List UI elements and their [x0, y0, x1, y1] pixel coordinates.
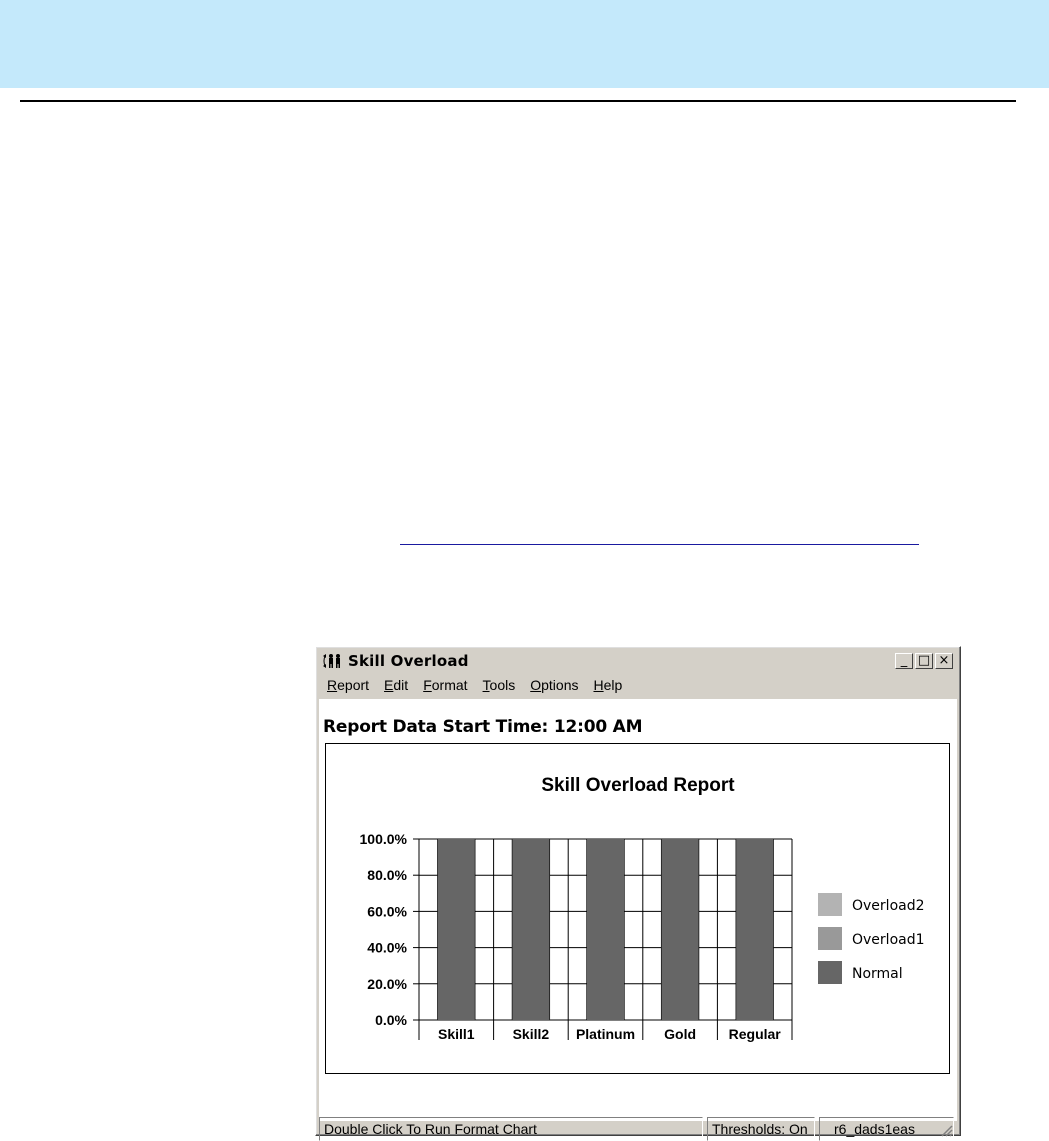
header-rule — [20, 100, 1016, 102]
window-controls — [895, 653, 953, 669]
menu-tools[interactable]: Tools — [482, 677, 516, 693]
bar-normal-platinum — [587, 839, 624, 1020]
report-area — [319, 699, 957, 1121]
status-thresholds: Thresholds: On — [707, 1117, 815, 1141]
legend-label-overload2: Overload2 — [852, 898, 925, 914]
x-tick-label: Skill2 — [512, 1026, 550, 1042]
x-tick-label: Gold — [664, 1026, 697, 1042]
legend-swatch-normal — [818, 961, 842, 984]
legend-label-overload1: Overload1 — [852, 932, 925, 948]
app-agents-icon — [322, 653, 344, 669]
menu-edit[interactable]: Edit — [384, 677, 409, 693]
chart-frame[interactable] — [325, 743, 950, 1074]
y-tick-label: 40.0% — [367, 939, 407, 956]
x-tick-label: Skill1 — [438, 1026, 475, 1042]
skill-overload-chart[interactable] — [326, 744, 949, 1073]
y-tick-label: 20.0% — [367, 975, 407, 992]
report-start-time: Report Data Start Time: 12:00 AM — [323, 717, 643, 737]
y-tick-label: 0.0% — [375, 1012, 407, 1028]
y-tick-label: 100.0% — [359, 831, 407, 847]
link-underline[interactable] — [400, 544, 919, 545]
menu-bar — [319, 675, 629, 695]
legend-swatch-overload2 — [818, 893, 842, 916]
bar-normal-gold — [662, 839, 699, 1020]
menu-report[interactable]: Report — [327, 677, 370, 693]
y-tick-label: 60.0% — [367, 903, 407, 920]
skill-overload-window — [315, 646, 961, 1136]
legend-label-normal: Normal — [852, 966, 903, 982]
chart-title: Skill Overload Report — [541, 775, 735, 796]
window-title: Skill Overload — [348, 652, 469, 670]
status-bar — [319, 1117, 957, 1137]
close-button[interactable]: × — [935, 653, 953, 669]
status-hint: Double Click To Run Format Chart — [319, 1117, 703, 1141]
y-tick-label: 80.0% — [367, 867, 407, 884]
status-server: r6_dads1eas — [819, 1117, 954, 1141]
minimize-button[interactable]: _ — [895, 653, 913, 669]
x-tick-label: Platinum — [575, 1026, 636, 1042]
menu-format[interactable]: Format — [423, 677, 468, 693]
bar-normal-regular — [736, 839, 773, 1020]
title-bar[interactable] — [319, 650, 957, 672]
page-header-band — [0, 0, 1049, 88]
resize-grip-icon[interactable] — [939, 1123, 953, 1137]
maximize-button[interactable]: □ — [915, 653, 933, 669]
menu-options[interactable]: Options — [530, 677, 579, 693]
x-tick-label: Regular — [728, 1026, 781, 1042]
menu-help[interactable]: Help — [593, 677, 623, 693]
bar-normal-skill2 — [512, 839, 549, 1020]
bar-normal-skill1 — [438, 839, 475, 1020]
legend-swatch-overload1 — [818, 927, 842, 950]
